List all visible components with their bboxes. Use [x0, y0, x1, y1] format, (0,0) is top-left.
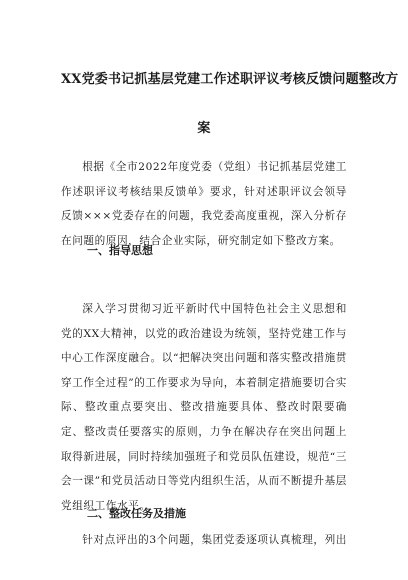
tasks-paragraph: 针对点评出的3个问题，集团党委逐项认真梳理，列出 [82, 534, 347, 546]
section-heading-guiding-ideology: 一、指导思想 [87, 244, 153, 257]
guiding-ideology-paragraph: 深入学习贯彻习近平新时代中国特色社会主义思想和党的XX大精神，以党的政治建设为统领，坚持党建工作与中心工作深度融合。以“把解决突出问题和落实整改措施贯穿工作全过程”的工作要求为导向，本着制定措施要切合实际、整改重点要突出、整改措施要具体、整改时限要确定、整改责任要落实的原则，力争在解决存在突出问题上取得新进展，同时持续加强班子和党员队伍建设，规范“三会一课”和党员活动日等党内组织生活，从而不断提升基层党组织工作水平。 [61, 303, 347, 512]
document-title-line-2: 案 [197, 121, 211, 136]
section-heading-tasks-and-measures: 二、整改任务及措施 [87, 507, 186, 520]
document-title-line-1: XX党委书记抓基层党建工作述职评议考核反馈问题整改方 [61, 72, 399, 87]
intro-paragraph: 根据《全市2022年度党委（党组）书记抓基层党建工作述职评议考核结果反馈单》要求，针对述职评议会领导反馈×××党委存在的问题，我党委高度重视，深入分析存在问题的原因，结合企业实际，研究制定如下整改方案。 [61, 161, 347, 247]
